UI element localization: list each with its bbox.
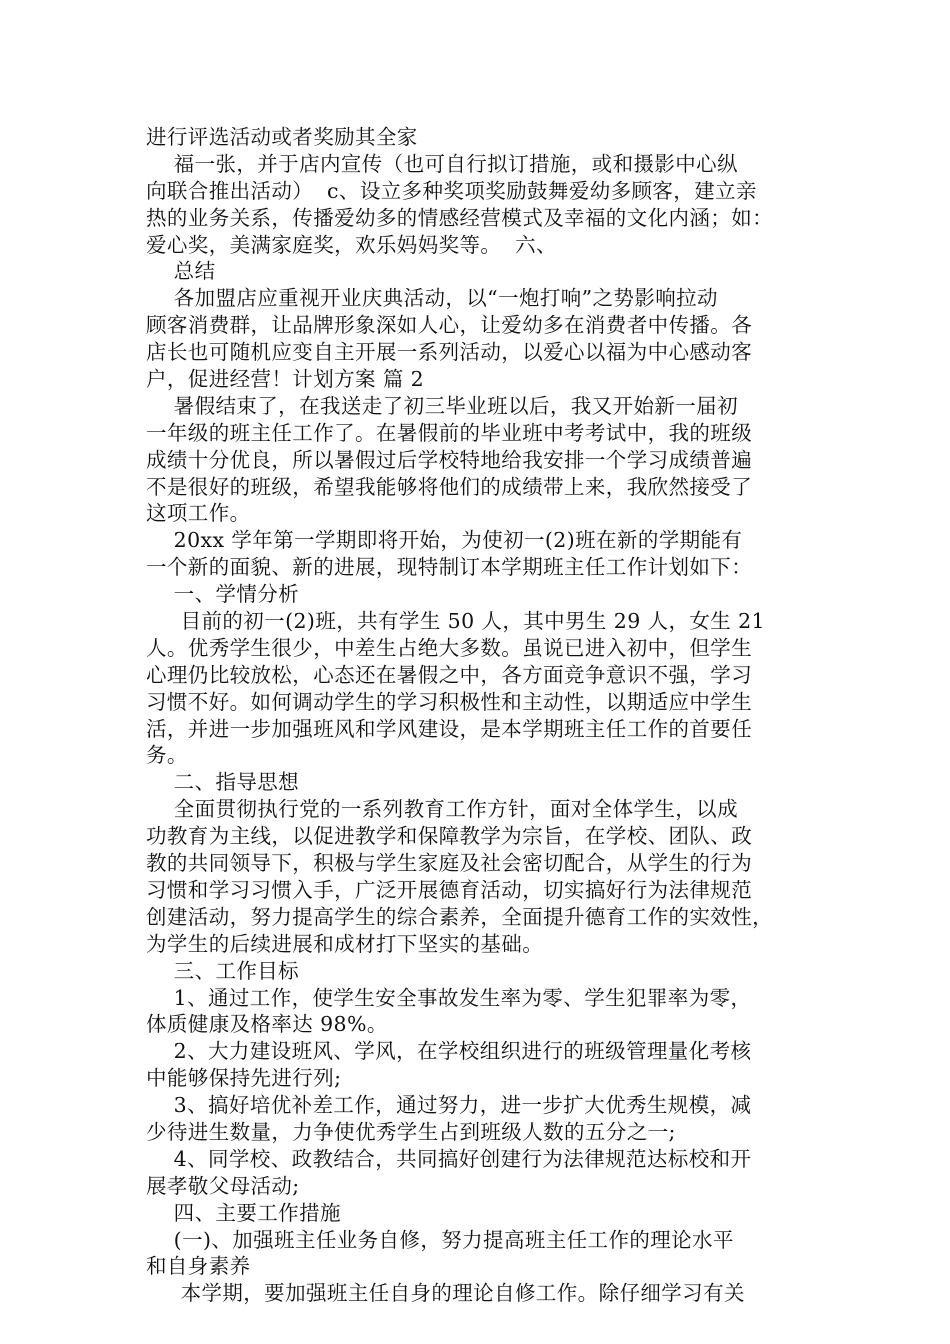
text-line: 成绩十分优良，所以暑假过后学校特地给我安排一个学习成绩普遍	[146, 447, 753, 472]
text-line: 心理仍比较放松，心态还在暑假之中，各方面竞争意识不强，学习	[146, 662, 753, 687]
text-line: 习惯不好。如何调动学生的学习积极性和主动性，以期适应中学生	[146, 689, 753, 714]
section-heading: 三、工作目标	[146, 958, 300, 983]
text-line: 少待进生数量，力争使优秀学生占到班级人数的五分之一;	[146, 1119, 676, 1144]
section-heading: 二、指导思想	[146, 770, 300, 795]
document-body	[146, 124, 826, 1307]
text-line: 户，促进经营！计划方案 篇 2	[146, 367, 425, 392]
text-line: 进行评选活动或者奖励其全家	[146, 125, 418, 149]
text-line: 人。优秀学生很少，中差生占绝大多数。虽说已进入初中，但学生	[146, 635, 753, 660]
text-line: (一)、加强班主任业务自修，努力提高班主任工作的理论水平	[146, 1227, 734, 1252]
text-line: 2、大力建设班风、学风，在学校组织进行的班级管理量化考核	[146, 1039, 752, 1064]
text-line: 全面贯彻执行党的一系列教育工作方针，面对全体学生，以成	[146, 797, 738, 822]
section-heading: 一、学情分析	[146, 582, 300, 607]
text-line: 创建活动，努力提高学生的综合素养，全面提升德育工作的实效性，	[146, 904, 773, 929]
text-line: 展孝敬父母活动;	[146, 1173, 300, 1198]
text-line: 务。	[146, 743, 188, 768]
text-line: 20xx 学年第一学期即将开始，为使初一(2)班在新的学期能有	[146, 528, 743, 553]
text-line: 3、搞好培优补差工作，通过努力，进一步扩大优秀生规模，减	[146, 1093, 752, 1118]
text-line: 一个新的面貌、新的进展，现特制订本学期班主任工作计划如下：	[146, 555, 753, 580]
text-line: 和自身素养	[146, 1254, 251, 1279]
text-line: 这项工作。	[146, 501, 251, 526]
section-heading: 四、主要工作措施	[146, 1200, 341, 1225]
text-line: 1、通过工作，使学生安全事故发生率为零、学生犯罪率为零，	[146, 985, 752, 1010]
text-line: 体质健康及格率达 98%。	[146, 1012, 388, 1037]
text-line: 习惯和学习习惯入手，广泛开展德育活动，切实搞好行为法律规范	[146, 877, 753, 902]
text-line: 各加盟店应重视开业庆典活动，以“一炮打响”之势影响拉动	[146, 286, 718, 311]
text-line: 功教育为主线，以促进教学和保障教学为宗旨，在学校、团队、政	[146, 824, 753, 849]
text-line: 中能够保持先进行列;	[146, 1066, 342, 1091]
text-line: 活，并进一步加强班风和学风建设，是本学期班主任工作的首要任	[146, 716, 753, 741]
text-line: 热的业务关系，传播爱幼多的情感经营模式及幸福的文化内涵；如：	[146, 205, 773, 230]
text-line: 教的共同领导下，积极与学生家庭及社会密切配合，从学生的行为	[146, 851, 753, 876]
text-line: 目前的初一(2)班，共有学生 50 人，其中男生 29 人，女生 21	[146, 609, 765, 634]
text-line: 为学生的后续进展和成材打下坚实的基础。	[146, 931, 544, 956]
text-line: 爱心奖，美满家庭奖，欢乐妈妈奖等。 六、	[146, 232, 557, 257]
text-line: 一年级的班主任工作了。在暑假前的毕业班中考考试中，我的班级	[146, 420, 753, 445]
text-line: 暑假结束了，在我送走了初三毕业班以后，我又开始新一届初	[146, 393, 738, 418]
text-line: 顾客消费群，让品牌形象深如人心，让爱幼多在消费者中传播。各	[146, 313, 753, 338]
text-line: 不是很好的班级，希望我能够将他们的成绩带上来，我欣然接受了	[146, 474, 753, 499]
text-line: 向联合推出活动） c、设立多种奖项奖励鼓舞爱幼多顾客，建立亲	[146, 178, 757, 203]
section-heading: 总结	[146, 259, 216, 284]
text-line: 店长也可随机应变自主开展一系列活动，以爱心以福为中心感动客	[146, 340, 753, 365]
text-line: 本学期，要加强班主任自身的理论自修工作。除仔细学习有关	[146, 1281, 745, 1306]
text-line: 福一张，并于店内宣传（也可自行拟订措施，或和摄影中心纵	[146, 151, 738, 176]
text-line: 4、同学校、政教结合，共同搞好创建行为法律规范达标校和开	[146, 1146, 752, 1171]
